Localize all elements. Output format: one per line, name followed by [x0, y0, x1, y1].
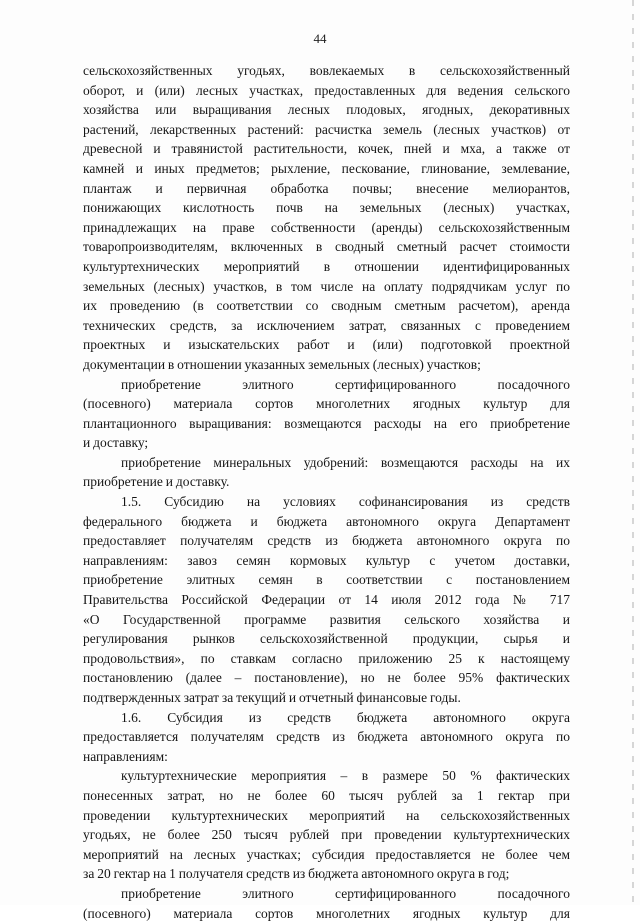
text-line: культуртехнических мероприятий в отношении идентифицированных — [83, 258, 570, 274]
text-line: предоставляется получателям средств из бюджета автономного округа по — [83, 729, 570, 745]
text-line: понижающих кислотность почв на земельных (лесных) участках, — [83, 200, 570, 216]
text-line: постановлению (далее – постановление), но не более 95% фактических — [83, 670, 570, 686]
text-line: сельскохозяйственных угодьях, вовлекаемых в сельскохозяйственный — [83, 63, 570, 78]
text-line: направлениям: завоз семян кормовых культур с учетом доставки, — [83, 552, 570, 568]
text-line: Правительства Российской Федерации от 14 июля 2012 года № 717 — [83, 592, 570, 608]
text-line: 1.6. Субсидия из средств бюджета автономного округа — [121, 709, 570, 725]
text-line: и доставку; — [83, 435, 149, 451]
text-line: за 20 гектар на 1 получателя средств из бюджета автономного округа в год; — [83, 866, 510, 882]
text-line: их проведению (в соответствии со сводным сметным расчетом), аренда — [83, 298, 570, 314]
text-line: приобретение и доставку. — [83, 474, 230, 490]
text-line: федерального бюджета и бюджета автономного округа Департамент — [83, 513, 570, 529]
text-line: растений, лекарственных растений: расчистка земель (лесных участков) от — [83, 121, 570, 137]
text-line: приобретение элитного сертифицированного посадочного — [121, 885, 570, 901]
text-line: приобретение минеральных удобрений: возмещаются расходы на их — [121, 454, 570, 470]
text-line: технических средств, за исключением затрат, связанных с проведением — [83, 317, 570, 333]
text-line: регулирования рынков сельскохозяйственной продукции, сырья и — [83, 631, 570, 647]
text-line: угодьях, не более 250 тысяч рублей при проведении культуртехнических — [83, 827, 570, 843]
text-line: приобретение элитных семян в соответствии с постановлением — [83, 572, 570, 588]
text-line: 1.5. Субсидию на условиях софинансирования из средств — [121, 494, 570, 510]
page-number: 44 — [313, 31, 327, 46]
text-line: хозяйства или выращивания лесных плодовых, ягодных, декоративных — [83, 102, 570, 118]
text-line: продовольствия», по ставкам согласно приложению 25 к настоящему — [83, 650, 570, 666]
text-line: проведении культуртехнических мероприятий на сельскохозяйственных — [83, 807, 570, 823]
text-line: подтвержденных затрат за текущий и отчетный финансовые годы. — [83, 690, 461, 705]
text-line: (посевного) материала сортов многолетних ягодных культур для — [83, 905, 570, 921]
text-line: камней и иных предметов; рыхление, пескование, глинование, землевание, — [83, 160, 570, 176]
scan-edge — [632, 0, 634, 905]
text-line: приобретение элитного сертифицированного посадочного — [121, 376, 570, 392]
text-line: понесенных затрат, но не более 60 тысяч рублей за 1 гектар при — [83, 787, 570, 803]
text-line: плантаж и первичная обработка почвы; внесение мелиорантов, — [83, 180, 570, 196]
text-line: товаропроизводителям, включенных в сводный сметный расчет стоимости — [83, 239, 570, 255]
document-body — [83, 61, 570, 923]
text-line: (посевного) материала сортов многолетних ягодных культур для — [83, 396, 570, 412]
text-line: земельных (лесных) участков, в том числе на оплату подрядчикам услуг по — [83, 278, 570, 294]
text-line: направлениям: — [83, 748, 168, 764]
text-line: «О Государственной программе развития сельского хозяйства и — [83, 611, 570, 627]
text-line: проектных и изыскательских работ и (или) подготовкой проектной — [83, 337, 570, 353]
text-line: предоставляет получателям средств из бюджета автономного округа по — [83, 533, 570, 549]
text-line: документации в отношении указанных земельных (лесных) участков; — [83, 356, 481, 372]
text-line: принадлежащих на праве собственности (аренды) сельскохозяйственным — [83, 219, 570, 235]
text-line: плантационного выращивания: возмещаются расходы на его приобретение — [83, 415, 570, 431]
text-line: мероприятий на лесных участках; субсидия предоставляется не более чем — [83, 846, 570, 862]
text-line: древесной и травянистой растительности, кочек, пней и мха, а также от — [83, 141, 570, 157]
text-line: оборот, и (или) лесных участках, предоставленных для ведения сельского — [83, 82, 570, 98]
text-line: культуртехнические мероприятия – в размере 50 % фактических — [121, 768, 570, 784]
